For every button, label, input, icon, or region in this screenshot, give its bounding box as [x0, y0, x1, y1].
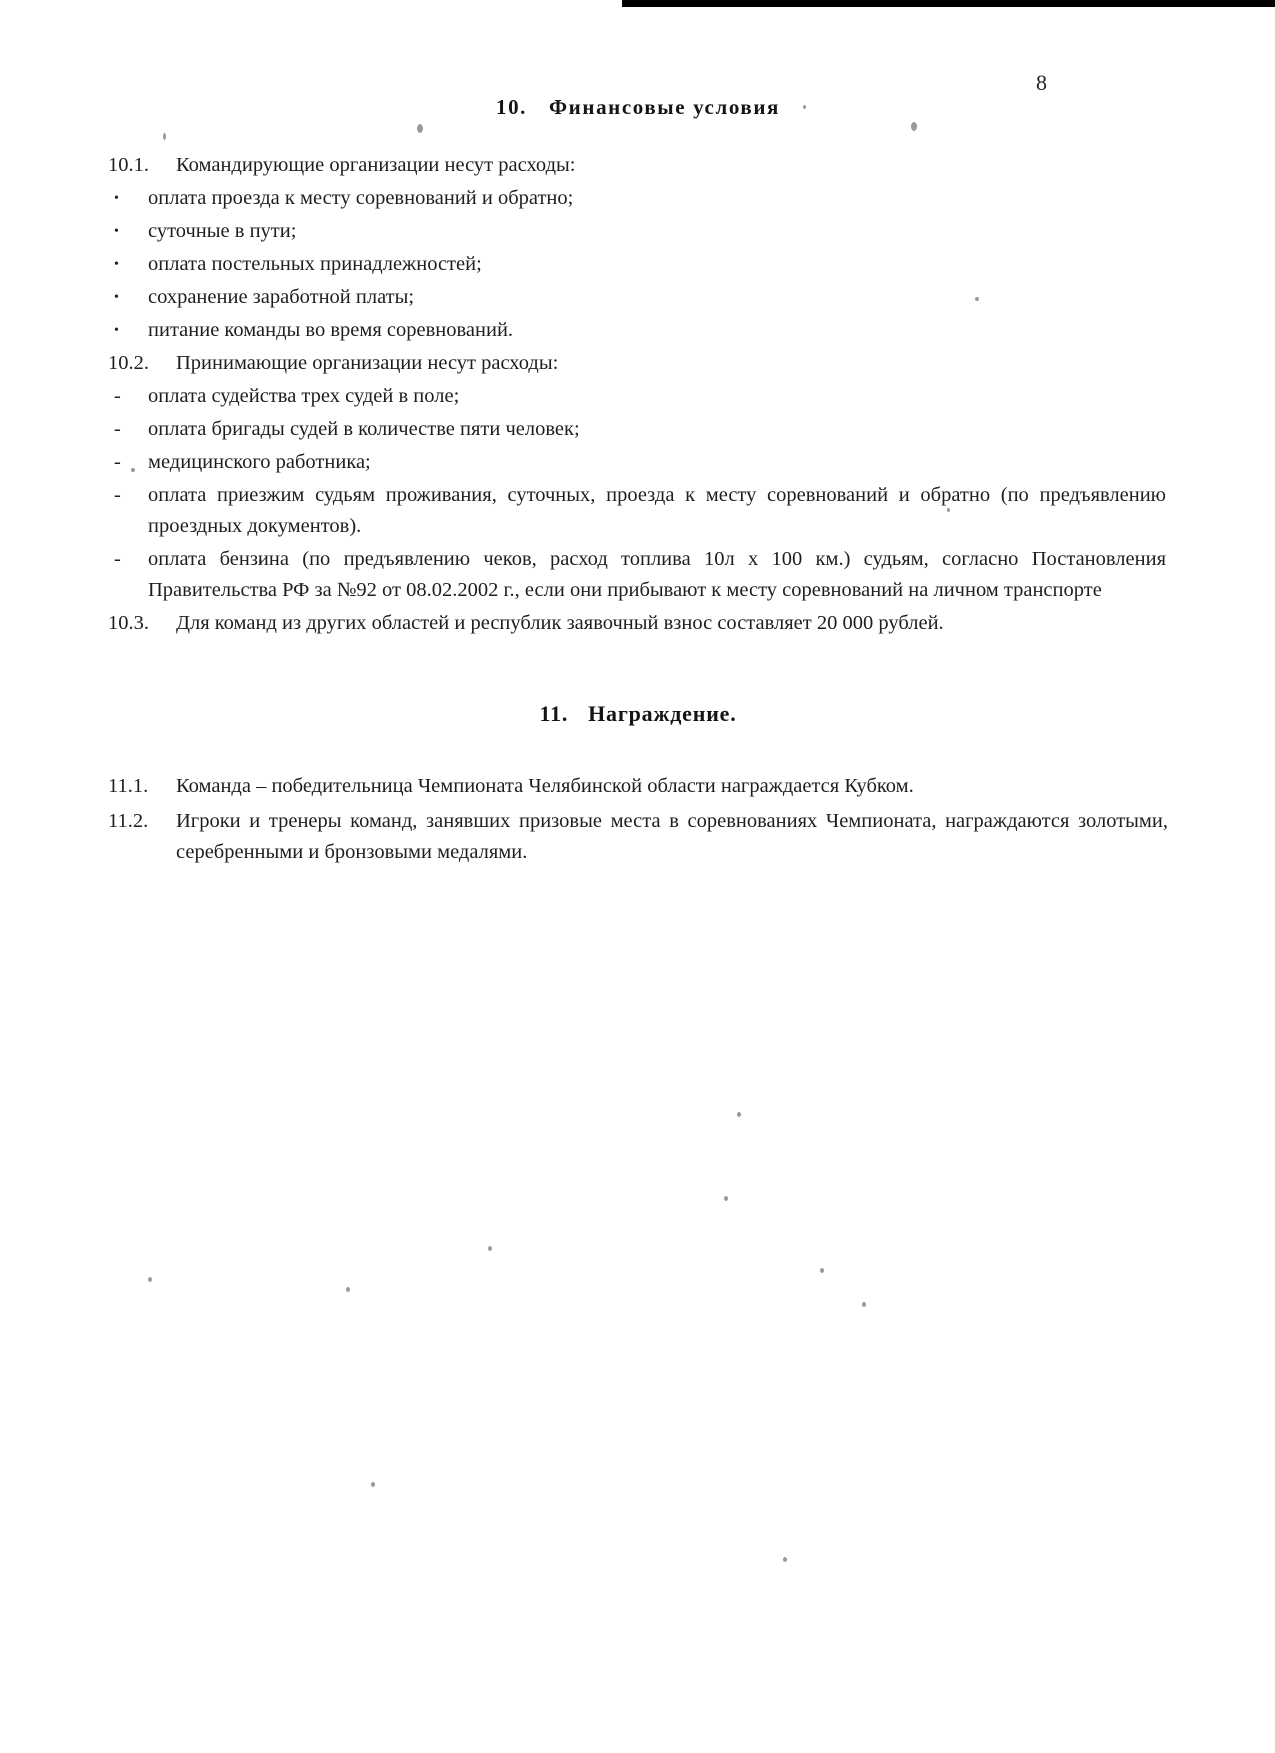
bullet-disc-icon: •	[114, 290, 119, 305]
clause-11-2-text: Игроки и тренеры команд, занявших призовые места в соревнованиях Чемпионата, награждаются золотыми, серебренными и бронзовыми медалями.	[176, 810, 1168, 863]
clause-10-2-label: 10.2.	[108, 352, 149, 374]
scan-speck	[346, 1287, 350, 1292]
clause-11-1	[108, 771, 1168, 802]
list-item-text: оплата постельных принадлежностей;	[148, 253, 482, 275]
clause-11-2-label: 11.2.	[108, 810, 149, 832]
clause-10-2-text: Принимающие организации несут расходы:	[176, 352, 559, 374]
scan-speck	[371, 1482, 375, 1487]
scan-speck	[862, 1302, 866, 1307]
scan-speck	[783, 1557, 787, 1562]
bullet-dash-icon: -	[114, 385, 121, 407]
bullet-disc-icon: •	[114, 224, 119, 239]
section-11-heading	[108, 701, 1168, 727]
list-item	[108, 544, 1168, 606]
page-number: 8	[1036, 70, 1047, 95]
bullet-dash-icon: -	[114, 451, 121, 473]
section-10-title: Финансовые условия	[549, 95, 781, 119]
clause-11-1-label: 11.1.	[108, 775, 149, 797]
bullet-dash-icon: -	[114, 548, 121, 570]
scan-speck	[148, 1277, 152, 1282]
clause-10-3-label: 10.3.	[108, 612, 149, 634]
clause-10-1-label: 10.1.	[108, 154, 149, 176]
clause-10-1-text: Командирующие организации несут расходы:	[176, 154, 576, 176]
bullet-dash-icon: -	[114, 484, 121, 506]
section-11-number: 11.	[539, 701, 569, 726]
bullet-disc-icon: •	[114, 257, 119, 272]
list-item-text: оплата бензина (по предъявлению чеков, расход топлива 10л х 100 км.) судьям, согласно Постановления Правительства РФ за №92 от 08.02.2002 г., если они прибывают к месту соревнований на личном транспорте	[148, 548, 1166, 601]
list-item	[108, 216, 1168, 247]
scan-speck	[820, 1268, 824, 1273]
list-item-text: оплата приезжим судьям проживания, суточных, проезда к месту соревнований и обратно (по предъявлению проездных документов).	[148, 484, 1166, 537]
bullet-disc-icon: •	[114, 191, 119, 206]
scan-speck	[488, 1246, 492, 1251]
list-item-text: питание команды во время соревнований.	[148, 319, 514, 341]
list-item-text: медицинского работника;	[148, 451, 371, 473]
scan-speck	[737, 1112, 741, 1117]
section-11-title: Награждение.	[588, 701, 737, 726]
list-item	[108, 480, 1168, 542]
list-item	[108, 249, 1168, 280]
clause-11-1-text: Команда – победительница Чемпионата Челябинской области награждается Кубком.	[176, 775, 914, 797]
list-item	[108, 414, 1168, 445]
list-item-text: суточные в пути;	[148, 220, 297, 242]
clause-10-3	[108, 608, 1168, 639]
list-item	[108, 381, 1168, 412]
clause-10-1	[108, 150, 1168, 181]
clause-10-3-text: Для команд из других областей и республик заявочный взнос составляет 20 000 рублей.	[176, 612, 944, 634]
list-item	[108, 183, 1168, 214]
scan-speck	[724, 1196, 728, 1201]
list-item	[108, 447, 1168, 478]
section-10-number: 10.	[495, 95, 528, 119]
list-item-text: сохранение заработной платы;	[148, 286, 415, 308]
list-item	[108, 282, 1168, 313]
clause-11-2	[108, 806, 1168, 868]
clause-10-2	[108, 348, 1168, 379]
bullet-dash-icon: -	[114, 418, 121, 440]
list-item-text: оплата судейства трех судей в поле;	[148, 385, 460, 407]
list-item-text: оплата проезда к месту соревнований и обратно;	[148, 187, 574, 209]
bullet-disc-icon: •	[114, 323, 119, 338]
list-item-text: оплата бригады судей в количестве пяти человек;	[148, 418, 580, 440]
scan-artifact-top-bar	[622, 0, 1275, 7]
page-content	[108, 95, 1168, 872]
section-10-heading	[108, 95, 1168, 120]
list-item	[108, 315, 1168, 346]
section-11-body	[108, 771, 1168, 868]
